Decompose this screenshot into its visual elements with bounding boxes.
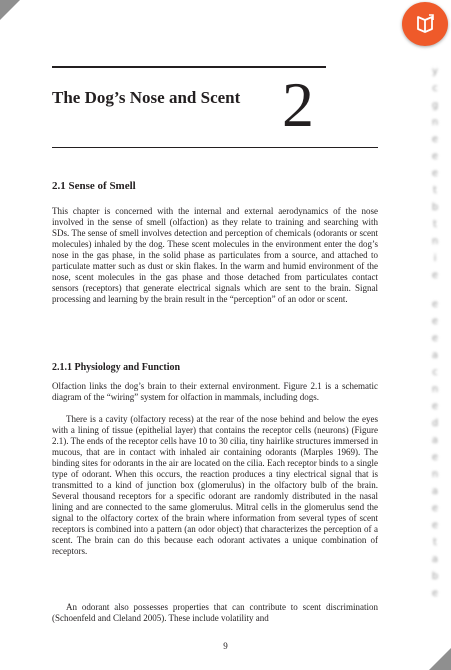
page-number: 9	[223, 641, 228, 651]
body-paragraph: There is a cavity (olfactory recess) at the rear of the nose behind and below the eyes with a lining of tissue (epithelial layer) that contains the receptor cells (neurons) (Figure 2.1). The ends of the receptor cells have 10 to 30 cilia, tiny hairlike structures immersed in mucous, that are in contact with inhaled air containing odorants (Marples 1969). The binding sites for odorants in the air are located on the cilia. Each receptor binds to a single type of odorant. When this occurs, the reaction produces a tiny electrical signal that is transmitted to a kind of junction box (glomerulus) in the olfactory bulb of the brain. Several thousand receptors for a specific odorant are randomly distributed in the nasal lining and are connected to the same glomerulus. Mitral cells in the glomerulus send the signal to the olfactory cortex of the brain where information from several types of scent receptors is combined into a pattern (an odor object) that characterizes the perception of a scent. The brain can do this because each odorant activates a unique combination of receptors.	[52, 414, 378, 556]
book-reader-icon	[413, 12, 437, 36]
chapter-title: The Dog’s Nose and Scent	[52, 88, 241, 107]
body-paragraph: This chapter is concerned with the internal and external aerodynamics of the nose involved in the sense of smell (olfaction) as they relate to training and searching with SDs. The sense of smell involves detection and perception of chemicals (odorants or scent molecules) inhaled by the dog. These scent molecules in the environment enter the dog’s nose in the gas phase, in the solid phase as particulates from a source, and attached to particulate matter such as dust or skin flakes. In the warm and humid environment of the nose, scent molecules in the gas phase and those detached from particulates contact sensors (receptors) that generate electrical signals which are sent to the brain. Signal processing and learning by the brain result in the “perception” of an odor or scent.	[52, 206, 378, 304]
page-corner-top-left	[0, 0, 20, 20]
chapter-header-rule	[52, 147, 378, 148]
body-paragraph: Olfaction links the dog’s brain to their external environment. Figure 2.1 is a schematic diagram of the “wiring” system for olfaction in mammals, including dogs.	[52, 381, 378, 402]
body-paragraph: An odorant also possesses properties that can contribute to scent discrimination (Schoenfeld and Cleland 2005). These include volatility and	[52, 602, 378, 623]
subsection-heading: 2.1.1 Physiology and Function	[52, 362, 181, 373]
reader-mode-button[interactable]	[402, 2, 448, 46]
chapter-top-rule	[52, 66, 326, 68]
page-corner-bottom-right	[429, 648, 451, 670]
section-heading: 2.1 Sense of Smell	[52, 180, 136, 192]
blurred-side-preview: y c g n e e e t b t n i e e e e a c n e d a e n a e e t a b e	[431, 66, 439, 599]
chapter-number: 2	[282, 69, 314, 140]
